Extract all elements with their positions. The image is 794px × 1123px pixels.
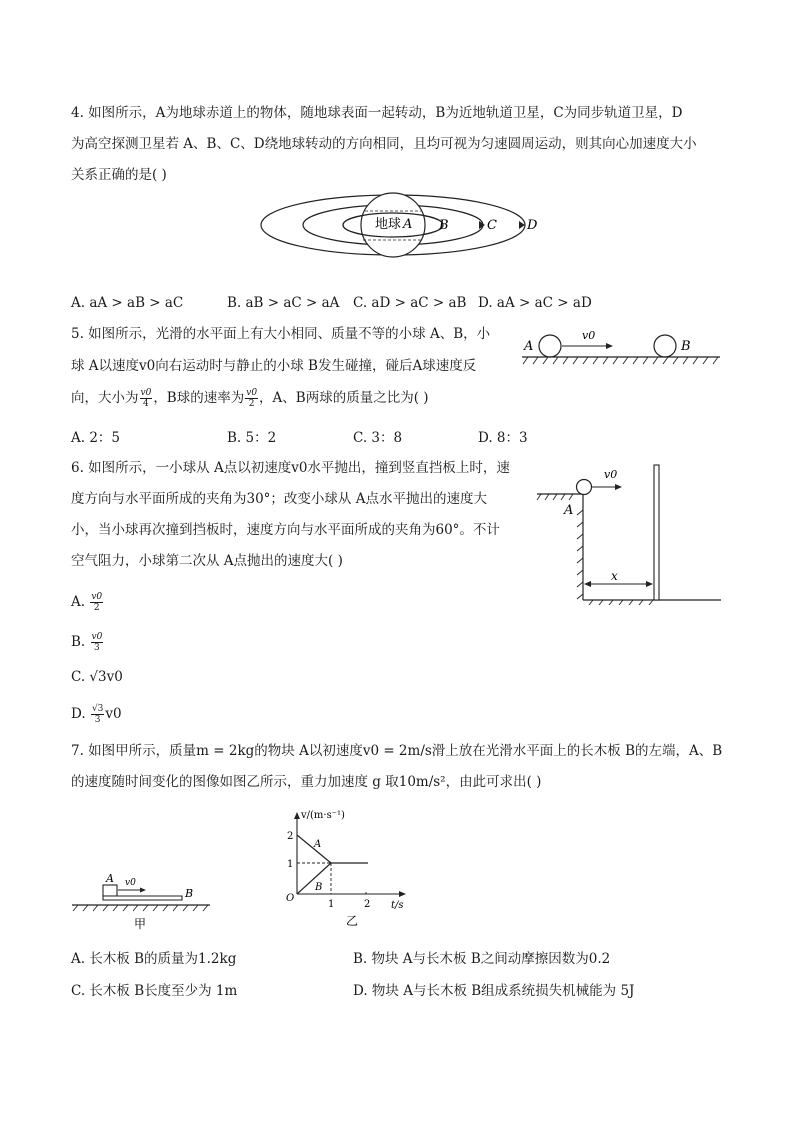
point-a-label: A xyxy=(403,217,413,232)
q6-option-c: C. √3v0 xyxy=(71,669,123,685)
q5-line-2: 球 A以速度v0向右运动时与静止的小球 B发生碰撞，碰后A球速度反 xyxy=(71,358,477,374)
x-tick-1: 1 xyxy=(328,899,335,910)
q6-line-1: 6. 如图所示，一小球从 A点以初速度v0水平抛出，撞到竖直挡板上时，速 xyxy=(71,460,510,476)
point-a-label: A xyxy=(564,503,574,518)
q7-line-2: 的速度随时间变化的图像如图乙所示，重力加速度 g 取10m/s²，由此可求出( ) xyxy=(71,774,542,790)
figure-caption-yi: 乙 xyxy=(346,914,359,928)
velocity-arrow-icon xyxy=(140,888,146,893)
y-axis-label: v/(m·s⁻¹) xyxy=(301,810,345,821)
y-tick-1: 1 xyxy=(287,859,294,870)
q7-option-a: A. 长木板 B的质量为1.2kg xyxy=(71,951,237,967)
distance-label: x xyxy=(611,569,618,583)
q7-option-c: C. 长木板 B长度至少为 1m xyxy=(71,983,238,999)
velocity-label: v0 xyxy=(604,468,618,481)
board-b xyxy=(103,896,182,900)
q6-line-2: 度方向与水平面所成的夹角为30°；改变小球从 A点水平抛出的速度大 xyxy=(71,491,487,507)
q4-line-1: 4. 如图所示，A为地球赤道上的物体，随地球表面一起转动，B为近地轨道卫星，C为同步轨道卫星，D xyxy=(71,105,683,121)
block-a-label: A xyxy=(106,872,114,885)
q4-option-b: B. aB > aC > aA xyxy=(227,295,340,311)
q6-option-d: D. $\frac{√3}{3}$ v0 xyxy=(71,704,122,725)
q4-orbit-figure xyxy=(255,190,555,262)
q5-fraction-2: $\frac{v0}{2}$ xyxy=(246,388,258,409)
q4-option-a: A. aA > aB > aC xyxy=(71,295,184,311)
q4-option-d: D. aA > aC > aD xyxy=(478,295,592,311)
q4-line-3: 关系正确的是( ) xyxy=(71,167,167,183)
y-tick-2: 2 xyxy=(287,831,294,842)
q7-option-d: D. 物块 A与长木板 B组成系统损失机械能为 5J xyxy=(353,983,635,999)
velocity-label: v0 xyxy=(582,329,596,342)
point-d-label: D xyxy=(527,218,538,233)
q6-projectile-figure xyxy=(535,460,725,605)
q5-option-c: C. 3：8 xyxy=(353,430,403,446)
board-b-label: B xyxy=(185,887,194,900)
q5-fraction-1: $\frac{v0}{4}$ xyxy=(140,388,152,409)
q5-line-3-part-a: 向，大小为 xyxy=(71,390,139,406)
origin-label: O xyxy=(286,893,295,904)
ball-b xyxy=(654,335,676,357)
q6-option-b: B. $\frac{v0}{3}$ xyxy=(71,632,103,653)
q6-option-a: A. $\frac{v0}{2}$ xyxy=(71,592,103,613)
q7-vt-graph xyxy=(280,806,410,931)
line-b-label: B xyxy=(315,882,323,893)
earth-label: 地球 xyxy=(375,217,402,232)
ball-b-label: B xyxy=(681,339,691,354)
figure-caption-jia: 甲 xyxy=(134,917,147,931)
q6-line-3: 小，当小球再次撞到挡板时，速度方向与水平面所成的夹角为60°。不计 xyxy=(71,522,500,538)
ball xyxy=(577,480,592,495)
x-axis-label: t/s xyxy=(391,900,404,911)
q5-collision-figure xyxy=(520,325,725,370)
q5-line-3-part-c: ，A、B两球的质量之比为( ) xyxy=(259,390,429,406)
q5-option-a: A. 2：5 xyxy=(71,430,121,446)
q5-option-b: B. 5：2 xyxy=(227,430,277,446)
q5-line-1: 5. 如图所示，光滑的水平面上有大小相同、质量不等的小球 A、B，小 xyxy=(71,326,491,342)
q7-block-board-figure xyxy=(70,870,215,932)
ball-a xyxy=(539,335,561,357)
q5-option-d: D. 8：3 xyxy=(478,430,528,446)
q4-line-2: 为高空探测卫星若 A、B、C、D绕地球转动的方向相同，且均可视为匀速圆周运动，则其向心加速度大小 xyxy=(71,136,697,152)
ball-a-label: A xyxy=(524,339,534,354)
line-b xyxy=(297,863,331,894)
vertical-baffle xyxy=(654,465,659,600)
q7-option-b: B. 物块 A与长木板 B之间动摩擦因数为0.2 xyxy=(353,951,611,967)
q4-option-c: C. aD > aC > aB xyxy=(353,295,467,311)
point-c-label: C xyxy=(487,218,497,233)
block-a xyxy=(103,885,117,896)
velocity-label: v0 xyxy=(125,878,136,888)
velocity-arrow-icon xyxy=(615,484,622,490)
q6-line-4: 空气阻力，小球第二次从 A点抛出的速度大( ) xyxy=(71,553,343,569)
point-b-label: B xyxy=(439,218,449,233)
q7-line-1: 7. 如图甲所示，质量m = 2kg的物块 A以初速度v0 = 2m/s滑上放在光滑水平面上的长木板 B的左端，A、B xyxy=(71,743,723,759)
line-a-label: A xyxy=(314,839,322,850)
x-tick-2: 2 xyxy=(364,899,371,910)
q5-line-3-part-b: ，B球的速率为 xyxy=(153,390,245,406)
q5-line-3 xyxy=(71,388,429,409)
velocity-arrow-icon xyxy=(606,343,613,349)
